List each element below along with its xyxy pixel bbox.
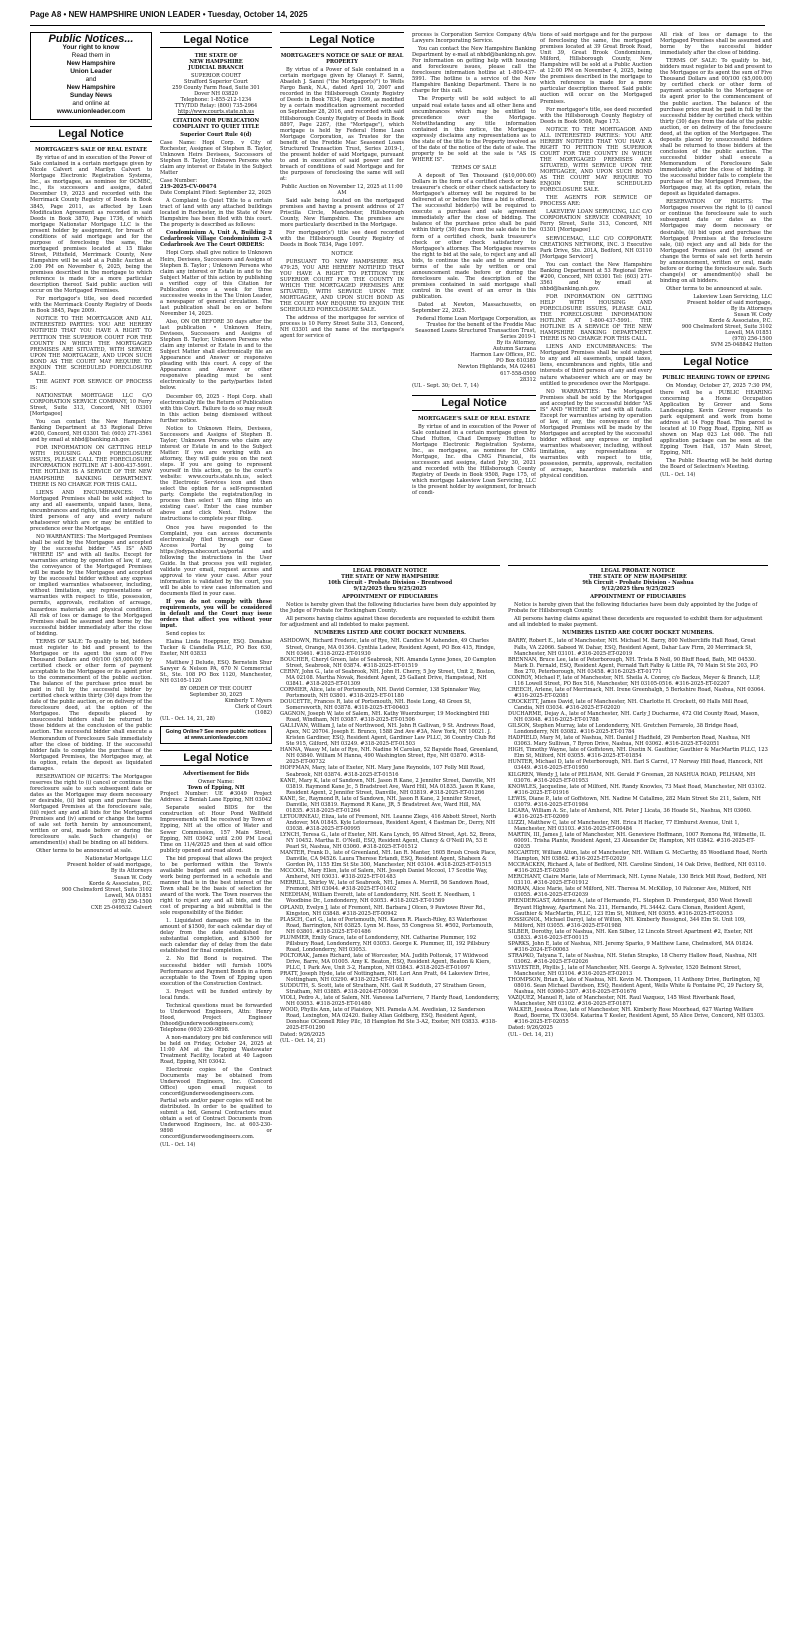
notice-paragraph: You can contact the New Hampshire Banking Department by e-mail at nhbd@banking.nh.gov. For information on getting help with housing and foreclosure issues, please call the foreclosure information hotline at 1-800-437-5991. The hotline is a service of the New Hampshire Banking Department. There is no charge for this call. bbox=[412, 46, 536, 95]
list-item: DOUCETTE, Frances R, late of Portsmouth, NH. Rosie Long, 48 Green St, Somersworth, NH 03878. #318-2025-ET-00403 bbox=[280, 698, 472, 711]
signature-block bbox=[412, 316, 536, 383]
court-line: Dover NH 03820 bbox=[194, 91, 238, 98]
court-order: BY ORDER OF THE COURT bbox=[180, 685, 252, 692]
court-line: TTY/TDD Relay: (800) 735-2964 bbox=[174, 103, 258, 110]
sig-line: Newton Highlands, MA 02461 bbox=[457, 364, 536, 371]
publication-dates: (UL - Oct. 14) bbox=[160, 1141, 196, 1148]
list-item: LEWIS, Diane P., late of Goffstown, NH. Nadine M Catallmo, 282 Main Street Ste 211, Salem, NH 03079. #316-2025-ET-01984 bbox=[508, 795, 761, 808]
list-item: CONROY, Michael F, late of Manchester, NH. Sheila A. Conroy, c/o Backus, Meyer & Branch, LLP, 116 Lowell Street, PO Box 516, Manchester, NH 03105-0516. #316-2025-ET-02207 bbox=[508, 674, 761, 687]
court-line: 259 County Farm Road, Suite 301 bbox=[172, 85, 260, 92]
sig-line: Present holder of said mortgage, bbox=[686, 300, 772, 307]
probate-intro: Notice is hereby given that the following fiduciaries have been duly appointed by the Judge of Probate for Rockingham County. bbox=[280, 602, 497, 615]
publication-dates: (UL - Oct. 14) bbox=[660, 472, 696, 479]
bids-paragraph: Separate sealed BIDS for the construction of: Hour Pond Wellfield Improvements will be received by Town of Epping, NH at the office of Water and Sewer Commission, 157 Main Street, Epping, NH 03042 until 2:00 PM Local Time on 11/4/2025 and then at said office publicly opened and read aloud. bbox=[160, 805, 272, 854]
notice-paragraph: TERMS OF SALE: To qualify to bid, bidders must register to bid and present to the Mortgagee or its agent the sum of Five Thousand Dollars and 00/100 ($5,000.00) by certified check or other form of payment acceptable to the Mortgagee or its agent prior to the commencement of the public auction. The balance of the purchase price must be paid in full by the successful bidder by certified check within thirty (30) days from the date of the public auction, or on delivery of the foreclosure deed, at the option of the Mortgagee. The deposits placed by unsuccessful bidders shall be returned to those bidders at the conclusion of the public auction. The successful bidder shall execute a Memorandum of Foreclosure Sale immediately after the close of bidding. If the successful bidder fails to complete the purchase of the Mortgaged Premises, the Mortgagee may, at its option, retain the deposit as liquidated damages. bbox=[30, 638, 152, 772]
docket-note: NUMBERS LISTED ARE COURT DOCKET NUMBERS. bbox=[314, 630, 466, 637]
bids-paragraph: Technical questions must be forwarded to Underwood Engineers, Attn: Henry Hood, Project Engineer (hhood@underwoodengineers.com); Telephone (603) 230-9898. bbox=[160, 1002, 272, 1033]
notice-paragraph: You can contact the New Hampshire Banking Department at 53 Regional Drive #200, Concord, NH 03301 Tel: (603) 271-3561 and by email at nhbd@banking.nh.gov. bbox=[30, 419, 152, 444]
probate-entries bbox=[280, 638, 500, 1031]
heading-line: LEGAL PROBATE NOTICE bbox=[600, 568, 676, 574]
legal-notice-heading: Legal Notice bbox=[280, 32, 404, 48]
notice-paragraph: RESERVATION OF RIGHTS: The Mortgagee reserves the right to (i) cancel or continue the foreclosure sale to such subsequent date or dates as the Mortgagee may deem necessary or desirable, (ii) bid upon and purchase the Mortgaged Premises at the foreclosure sale, (iii) reject any and all bids for the Mortgaged Premises and (iv) amend or change the terms of sale set forth herein by announcement, written or oral, made before or during the foreclosure sale. Such change(s) or amendment(s) shall be binding on all bidders. bbox=[660, 199, 772, 284]
notice-paragraph: The Property will be sold subject to all unpaid real estate taxes and all other liens and encumbrances which may be entitled to precedence over the Mortgage. Notwithstanding any title information contained in this notice, the Mortgagee expressly disclaims any representations as to the state of the title to the Property involved as of the date of the notice of the date of sale. The property to be sold at the sale is "AS IS WHERE IS". bbox=[412, 96, 536, 163]
bids-paragraph: Electronic copies of the Contract Documents may be obtained from Underwood Engineers, Inc. (Concord Office) upon email request to concord@underwoodengineers.com. Partial sets and/or paper copies will not be distributed. In order to be qualified to submit a bid, General Contractors must obtain a set of Contract Documents from Underwood Engineers, Inc. at 603-230-9898 or concord@underwoodengineers.com. bbox=[160, 1067, 272, 1140]
list-item: PRENDERGAST, Adrienne A., late of Hernando, FL. Stephen D. Prendergast, 850 West Howell Bryant Highway, Apartment No. 211, Hernando, FL 34442. Cara Clonan, Resident Agent, Gauthier & MacMartin, PLLC, 123 Elm St, Milford, NH 03055. #316-2025-ET-02053 bbox=[508, 898, 752, 917]
sig-line: Lakeview Loan Servicing, LLC bbox=[693, 293, 772, 300]
sig-line: By its Attorney, bbox=[496, 340, 536, 347]
sig-line: Present holder of said mortgage, bbox=[66, 862, 152, 869]
notice-paragraph: By virtue of a Power of Sale contained in a certain mortgage given by Olanayi F. Sanni, Abaeleh J. Sanni ("the Mortgagor(s)") to Wells Fargo Bank, N.A., dated April 10, 2007 and recorded in the Hillsborough County Registry of Deeds in Book 7834, Page 1099, as modified by a certain modification agreement recorded on September 28, 2016, and recorded with said Hillsborough County Registry of Deeds in Book 8897, Page 2267, (the "Mortgage"), which mortgage is held by Federal Home Loan Mortgage Corporation, as Trustee for the benefit of the Freddie Mac Seasoned Loans Structured Transaction Trust, Series 2019-1, the present holder of said Mortgage, pursuant to and in execution of said power and for breach of conditions of said Mortgage and for the purposes of foreclosing the same will sell at: bbox=[280, 67, 404, 182]
court-rule: Superior Court Rule 4(d) bbox=[180, 131, 252, 138]
list-item: SUDDUTH, S. Scott, late of Stratham, NH. Gail R Sudduth, 27 Stratham Green, Stratham, NH 03885. #318-2024-ET-00936 bbox=[280, 983, 487, 996]
notice-paragraph: FOR INFORMATION ON GETTING HELP WITH HOUSING AND FORECLOSURE ISSUES, PLEASE CALL THE FORECLOSURE INFORMATION HOTLINE AT 1-800-437-5991. THE HOTLINE IS A SERVICE OF THE NEW HAMPSHIRE BANKING DEPARTMENT. THERE IS NO CHARGE FOR THIS CALL. bbox=[30, 445, 152, 488]
list-item: WALKER, Jessica Rose, late of Manchester, NH. Kimberly Rose Moorhead, 627 Waring Welfare Road, Boerne, TX 03054. Katarina T Keeler, Resident Agent, 55 Alice Drive, Concord, NH 03303. #316-2025-ET-02055 bbox=[508, 1007, 765, 1026]
notice-line: and online at bbox=[72, 100, 110, 108]
notice-title: MORTGAGEE'S NOTICE OF SALE OF REAL PROPERTY bbox=[280, 53, 404, 66]
legal-notice-heading: Legal Notice bbox=[660, 354, 772, 370]
list-item: KNOWLES, Jacqueline, late of Milford, NH. Randy Knowles, 73 Mast Road, Manchester, NH 03102. #316-2025-ET-01916 bbox=[508, 783, 766, 796]
notice-subhead: NOTICE bbox=[331, 250, 353, 257]
sig-line: Harmon Law Offices, P.C. bbox=[470, 352, 536, 359]
going-online-box[interactable]: Going Online? See more public notices at www.unionleader.com bbox=[160, 726, 272, 744]
heading-line: THE STATE OF NEW HAMPSHIRE bbox=[341, 574, 439, 581]
list-item: GILSON, Stephen Murray, late of Londonderry, NH. Gretchen Ferrarolo, 38 Bridge Road, Londonderry, NH 03082. #316-2025-ET-01784 bbox=[508, 723, 739, 736]
sig-line: SVM 25-048842 Hutton bbox=[710, 342, 772, 349]
notice-paragraph: December 05, 2025 - Hopi Corp. shall electronically file the Return of Publication with this Court. Failure to do so may result in this action being dismissed without further notice. bbox=[160, 393, 272, 424]
legal-notice-heading: Legal Notice bbox=[412, 395, 536, 411]
heading-line: 9th Circuit - Probate Division - Nashua bbox=[582, 580, 694, 587]
notice-paragraph: Other terms to be announced at sale. bbox=[36, 848, 133, 855]
list-item: ROSSIGNOL, Michael Darryl, late of Wilton, NH. Kimberly Rossignol, 344 Elm St. Unit 109, Milford, NH 03055. #316-2025-ET-01988 bbox=[508, 916, 746, 929]
notice-line: Sunday News bbox=[69, 92, 113, 100]
column-2 bbox=[160, 32, 272, 1437]
sig-line: Susan W. Cody bbox=[733, 312, 772, 319]
bids-paragraph: Project Number: UE #3049 Project Address: 2 Beniah Lane Epping, NH 03042 bbox=[160, 791, 272, 804]
court-address bbox=[160, 73, 272, 115]
list-item: SPARKS, John E, late of Nashua, NH. Jeremy Sparks, 9 Matthew Lane, Chelmsford, MA 01824. #316-2024-ET-00063 bbox=[508, 940, 754, 953]
column-4 bbox=[412, 32, 536, 547]
list-item: NEEDHAM, William Everett, late of Londonderry, NH. Scott E. Needham, 1 Woodbine Dr., Londonderry, NH 03053. #318-2025-ET-01569 bbox=[280, 892, 476, 905]
heading-line: 10th Circuit - Probate Division - Brentwood bbox=[327, 580, 453, 587]
signature-block bbox=[660, 294, 772, 348]
probate-notice-nashua bbox=[508, 562, 768, 1432]
notice-paragraph: By virtue of and in execution of the Power of Sale contained in a certain mortgage given by Chad Hutton, Chad Dempsey Hutton to Mortgage Electronic Registration Systems, Inc., as mortgagee, as nominee for CMG Mortgage, Inc. dba CMG Financial, its successors and assigns, dated July 30, 2021 and recorded with the Hillsborough County Registry of Deeds in Book 9508, Page 175, of which mortgage Lakeview Loan Servicing, LLC is the present holder by assignment, for breach of condi- bbox=[412, 423, 536, 497]
probate-entries bbox=[508, 638, 768, 1025]
list-item: BARRY, Robert E., late of Manchester, NH. Michael M. Barry, 800 Nethercliffe Hall Road, Great Falls, VA 22066. Sabeed W. Dahar, ESQ, Resident Agent, Dahar Law Firm, 20 Merrimack St, Manchester, NH 03101. #316-2025-ET-02019 bbox=[508, 638, 756, 657]
sig-line: Autumn Sarzana bbox=[492, 346, 536, 353]
notice-paragraph: RESERVATION OF RIGHTS: The Mortgagee reserves the right to (i) cancel or continue the foreclosure sale to such subsequent date or dates as the Mortgagee may deem necessary or desirable, (ii) bid upon and purchase the Mortgaged Premises at the foreclosure sale, (iii) reject any and all bids for the Mortgaged Premises and (iv) amend or change the terms of sale set forth herein by announcement, written or oral, made before or during the foreclosure sale. Such change(s) or amendment(s) shall be binding on all bidders. bbox=[30, 773, 152, 847]
bids-paragraph: The bid proposal that allows the project to be performed within the Town's available budget and will result in the work being performed in a schedule and manner that is in the best interest of the Town shall be the basis of selection for award of the work. The Town reserves the right to reject any and all bids, and the cost of preparing a bid submittal is the sole responsibility of the Bidder. bbox=[160, 855, 272, 917]
notice-paragraph: Other terms to be announced at sale. bbox=[666, 285, 763, 292]
list-item: HUNTER, Michael D, late of Peterborough, NH. Earl S Carrel, 17 Norway Hill Road, Hancock, NH 03449. #316-2025-ET-01950 bbox=[508, 759, 763, 772]
publication-dates: (UL - Sept. 30; Oct. 7, 14) bbox=[412, 382, 479, 389]
heading-line: 9/12/2025 thru 9/25/2025 bbox=[353, 586, 427, 593]
notice-paragraph: Also, ON OR BEFORE 30 days after the last publication • Unknown Heirs, Devisees, Successors and Assigns of Stephen B. Taylor; Unknown Persons who claim any interest or Estate in and to the Subject Matter shall electronically file an Appearance and Answer or responsive pleading with this court. A copy of the Appearance and Answer or other responsive pleading must be sent electronically to the party/parties listed below. bbox=[160, 318, 272, 392]
website-link[interactable]: www.unionleader.com bbox=[56, 108, 126, 116]
public-notices-box bbox=[30, 32, 152, 120]
notice-paragraph: All risk of loss or damage to the Mortgaged Premises shall be assumed and borne by the successful bidder immediately after the close of bidding. bbox=[660, 32, 772, 57]
notice-paragraph: LAKEVIEW LOAN SERVICING, LLC C/O CORPORATION SERVICE COMPANY, 10 Ferry Street, Suite 313, Concord, NH 03301 [Mortgagee] bbox=[540, 209, 652, 234]
notice-line: and bbox=[85, 76, 97, 84]
list-item: SILBER, Dorothy, late of Nashua, NH. Ken Silber, 12 Lincoln Street Apartment #2, Exeter, NH 03833. #316-2023-ET-00115 bbox=[508, 928, 753, 941]
notice-paragraph: The Public Hearing will be held during the Board of Selectmen's Meeting. bbox=[660, 458, 772, 471]
notice-paragraph: SERVICEMAC, LLC C/O CORPORATE CREATIONS NETWORK, INC. 3 Executive Park Drive, Ste. 201A, Bedford, NH 03110 [Mortgage Servicer] bbox=[540, 235, 652, 260]
page-header: Page A8 • NEW HAMPSHIRE UNION LEADER • Tuesday, October 14, 2025 bbox=[30, 10, 308, 19]
list-item: CROCKETT, James David, late of Manchester, NH. Charlotte H. Crockett, 60 Halls Mill Road, Candia, NH 03034. #316-2025-ET-02020 bbox=[508, 698, 749, 711]
signature-block bbox=[30, 856, 152, 910]
public-notices-title: Public Notices... bbox=[48, 33, 134, 45]
sig-line: 617-558-0500 bbox=[500, 370, 536, 377]
list-item: KANE, Mary K, late of Sandown, NH. Jason R Kane, 2 Jennifer Street, Danville, NH 03819. Raymond Kane Jr., 5 Bradstreet Ave, Ward Hill, MA 01835. Jason R Kane, Resident Agent, 2 Jennifer Street, Danville, NH 03819. #318-2025-ET-01266 bbox=[280, 777, 496, 796]
heading-line: 9/12/2025 thru 9/25/2025 bbox=[601, 586, 675, 593]
list-item: CREECH, Arlene, late of Merrimack, NH. Irene Greenhalgh, 5 Berkshire Road, Nashua, NH 03064. #316-2025-ET-02081 bbox=[508, 686, 766, 699]
sig-line: By its Attorneys bbox=[110, 868, 152, 875]
probate-heading bbox=[280, 565, 500, 592]
heading-line: THE STATE OF NEW HAMPSHIRE bbox=[589, 574, 687, 581]
notice-paragraph: TERMS OF SALE: To qualify to bid, bidders must register to bid and present to the Mortgagee or its agent the sum of Five Thousand Dollars and 00/100 ($5,000.00) by certified check or other form of payment acceptable to the Mortgagee or its agent prior to the commencement of the public auction. The balance of the purchase price must be paid in full by the successful bidder by certified check within thirty (30) days from the date of the public auction, or on delivery of the foreclosure deed, at the option of the Mortgagee. The deposits placed by unsuccessful bidders shall be returned to those bidders at the conclusion of the public auction. The successful bidder shall execute a Memorandum of Foreclosure Sale immediately after the close of bidding. If the successful bidder fails to complete the purchase of the Mortgaged Premises, the Mortgagee may, at its option, retain the deposit as liquidated damages. bbox=[660, 58, 772, 198]
probate-notice-brentwood bbox=[280, 562, 500, 1432]
list-item: PLUMMER, Emily Grace, late of Londonderry, NH. Catharine Plummer, 192 Pillsbury Road, Londonderry, NH 03053. George K. Plummer, III, 192 Pillsbury Road, Londonderry, NH 03053. bbox=[280, 934, 490, 953]
list-item: LUZZI, Matthew C, late of Manchester, NH. Erica H Hacker, 77 Elmhurst Avenue, Unit 1, Manchester, NH 03103. #316-2025-ET-00484 bbox=[508, 819, 740, 832]
list-item: MARTIN, III, James J, late of Manchester, NH. Genevieve Hoffmann, 1007 Romona Rd, Wilmette, IL 60091. Trisha Plante, Resident Agent, 23 Alexander Dr, Hampton, NH 03842. #316-2025-ET-02035 bbox=[508, 831, 766, 851]
sig-line: 900 Chelmsford Street, Suite 3102 bbox=[61, 886, 152, 893]
list-item: CERNY, John G., late of Seabrook, NH. John H. Cherry, 5 Joy Street, Unit 2, Boston, MA 02108. Martha Novak, Resident Agent, 25 Gallant Drive, Hampstead, NH 03841. #318-2025-ET-01309 bbox=[280, 668, 496, 687]
probate-intro: Notice is hereby given that the following fiduciaries have been duly appointed by the Judge of Probate for Hillsborough County. bbox=[508, 602, 758, 615]
bids-paragraph: 2. No Bid Bond is required. The successful bidder will furnish 100% Performance and Payment Bonds in a form acceptable to the Town of Epping upon execution of the Construction Contract. bbox=[160, 956, 272, 987]
column-3 bbox=[280, 32, 404, 547]
list-item: MCCRACKEN, Richard A, late of Bedford, NH. Caroline Sindoni, 14 Oak Drive, Bedford, NH 03110. #316-2025-ET-02050 bbox=[508, 862, 767, 875]
docket-note: NUMBERS LISTED ARE COURT DOCKET NUMBERS. bbox=[562, 630, 714, 637]
probate-heading bbox=[508, 565, 768, 592]
sig-line: 900 Chelmsford Street, Suite 3102 bbox=[681, 324, 772, 331]
notice-paragraph: Said sale being located on the mortgaged premises and having a present address of 27 Priscilla Circle, Manchester, Hillsborough County, New Hampshire. The premises are more particularly described in the Mortgage. bbox=[280, 198, 404, 229]
title-line: NEW HAMPSHIRE bbox=[189, 59, 243, 66]
notice-paragraph: The address of the mortgagee for service of process is 10 Ferry Street Suite 313, Concord, NH 03301 and the name of the mortgagee's agent for service of bbox=[280, 314, 404, 340]
sig-line: By its Attorneys bbox=[730, 306, 772, 313]
notice-paragraph: NOTICE TO THE MORTGAGOR AND ALL INTERESTED PARTIES: YOU ARE HEREBY NOTIFIED THAT YOU HAVE A RIGHT TO PETITION THE SUPERIOR COURT FOR THE COUNTY IN WHICH THE MORTGAGED PREMISES ARE SITUATED, WITH SERVICE UPON THE MORTGAGEE, AND UPON SUCH BOND AS THE COURT MAY REQUIRE TO ENJOIN THE SCHEDULED FORECLOSURE SALE. bbox=[540, 126, 652, 194]
notice-paragraph: NO WARRANTIES: The Mortgaged Premises shall be sold by the Mortgagee and accepted by the successful bidder "AS IS" AND "WHERE IS" and with all faults. Except for warranties arising by operation of law, if any, the conveyance of the Mortgaged Premises will be made by the Mortgagee and accepted by the successful bidder without any express or implied warranties whatsoever, including, without limitation, any representations or warranties with respect to title, possession, permits, approvals, recitation of acreage, hazardous materials and physical condition. All risk of loss or damage to the Mortgaged Premises shall be assumed and borne by the successful bidder immediately after the close of bidding. bbox=[30, 533, 152, 637]
case-name: Case Name: Hopi Corp. v City of Rochester, Assignee of Stephen B. Taylor, Unknown Heirs Devisees, Successors of Stephen B. Taylor, Unknown Persons who claim any interest or Estate in the Subject Matter bbox=[160, 139, 272, 176]
list-item: VIOLI, Pedro A., late of Salem, NH. Vanessa LaFerriere, 7 Hardy Road, Londonderry, NH 03053. #318-2025-ET-01480 bbox=[280, 995, 500, 1008]
sig-line: Federal Home Loan Mortgage Corporation, as Trustee for the benefit of the Freddie Mac Seasoned Loans Structured Transaction Trust, Series 2019-1 bbox=[415, 316, 536, 341]
notice-paragraph: LIENS AND ENCUMBRANCES: The Mortgaged Premises shall be sold subject to any and all easements, unpaid taxes, liens, encumbrances and rights, title and interests of third persons of any and every nature whatsoever which are or may be entitled to precedence over the Mortgage. bbox=[540, 344, 652, 387]
legal-notice-heading: Legal Notice bbox=[30, 126, 152, 142]
notice-paragraph: A deposit of Ten Thousand ($10,000.00) Dollars in the form of a certified check or bank treasurer's check or other check satisfactory to Mortgagee's attorney will be required to be delivered at or before the time a bid is offered. The successful bidder(s) will be required to execute a purchase and sale agreement immediately after the close of bidding. The balance of the purchase price shall be paid within thirty (30) days from the sale date in the form of a certified check, bank treasurer's check or other check satisfactory to Mortgagee's attorney. The Mortgagee reserves the right to bid at the sale, to reject any and all bids, to continue the sale and to amend the terms of the sale by written or oral announcement made before or during the foreclosure sale. The description of the premises contained in said mortgage shall control in the event of an error in this publication. bbox=[412, 173, 536, 300]
sig-line: 28312 bbox=[519, 376, 536, 383]
notice-title: MORTGAGEE'S SALE OF REAL ESTATE bbox=[35, 147, 147, 154]
notice-line: New Hampshire bbox=[66, 84, 116, 92]
publication-dates: (UL - Oct. 14, 21, 28) bbox=[160, 715, 215, 722]
notice-paragraph: You can contact the New Hampshire Banking Department at 53 Regional Drive #200, Concord, NH 03301 Tel: (603) 271-3561 and by email at nhbd@banking.nh.gov. bbox=[540, 261, 652, 292]
list-item: GAGNON, Joseph W, late of Salem, NH. Kathy Wuerzburger, 19 Mockingbird Hill Road, Windham, NH 03087. #318-2025-ET-01506 bbox=[280, 711, 490, 724]
bids-owner: Town of Epping, NH bbox=[187, 785, 245, 792]
heading-line: LEGAL PROBATE NOTICE bbox=[352, 568, 428, 574]
notice-paragraph: LIENS AND ENCUMBRANCES: The Mortgaged Premises shall be sold subject to any and all easements, unpaid taxes, liens, encumbrances and rights, title and interests of third persons of any and every nature whatsoever which are or may be entitled to precedence over the Mortgage. bbox=[30, 489, 152, 532]
list-item: ASHDOWN, Richard Frederic, late of Rye, NH. Candice M Ashenden, 49 Charles Street, Orange, MA 01364. Cynthia Ladew, Resident Agent, PO Box 415, Rindge, NH 03461. #318-2022-ET-01930 bbox=[280, 638, 496, 657]
clerk-line: Kimberly T. Myers bbox=[224, 697, 272, 704]
notice-line: Union Leader bbox=[70, 68, 112, 76]
notice-paragraph: Hopi Corp. shall give notice to Unknown Heirs, Devisees, Successors and Assigns of Stephen B. Taylor ; Unknown Persons who claim any interest or Estate in and to the Subject Matter of this action by publishing a verified copy of this Citation for Publication once a week for three successive weeks in the The Union Leader, a newspaper of general circulation. The last publication shall be on or before November 14, 2025. bbox=[160, 250, 272, 317]
court-line: Telephone: 1-855-212-1234 bbox=[180, 97, 252, 104]
court-title bbox=[160, 53, 272, 71]
list-item: STRAPKO, Tatyana T., late of Nashua, NH. Stefan Strapko, 18 Cherry Hallow Road, Nashua, NH 03062. #316-2025-ET-02026 bbox=[508, 952, 757, 965]
sig-line: Korde & Associates, P.C. bbox=[89, 880, 152, 887]
court-line: SUPERIOR COURT bbox=[191, 73, 241, 80]
notice-paragraph: Notice to Unknown Heirs, Devisees, Successors and Assigns of Stephen B. Taylor; Unknown Persons who claim any interest or Estate in and to the Subject Matter: If you are working with an attorney, they will guide you on the next steps. If you are going to represent yourself in this action, go to the court's website: www.courts.state.nh.us, select the Electronic Services icon and then select the option for a self-represented party. Complete the registration/log in process then select 'I am filing into an existing case'. Enter the case number above and click Next. Follow the instructions to complete your filing. bbox=[160, 425, 272, 523]
notice-paragraph: Once you have responded to the Complaint, you can access documents electronically filed through our Case Access Portal by going to https://odypa.nhecourt.us/portal and following the instructions in the User Guide. In that process you will register, validate your email, request access and approval to view your case. After your information is validated by the court, you will be able to view case information and documents filed in your case. bbox=[160, 524, 272, 598]
notice-paragraph: PURSUANT TO NEW HAMPSHIRE RSA 479:25, YOU ARE HEREBY NOTIFIED THAT YOU HAVE A RIGHT TO PETITION THE SUPERIOR COURT FOR THE COUNTY IN WHICH THE MORTGAGED PREMISES ARE SITUATED, WITH SERVICE UPON THE MORTGAGEE, AND UPON SUCH BOND AS THE COURT MAY REQUIRE TO ENJOIN THE SCHEDULED FORECLOSURE SALE. bbox=[280, 258, 404, 313]
probate-intro: All persons having claims against these decedents are requested to exhibit them for adjustment and all indebted to make payment. bbox=[508, 616, 763, 629]
title-line: JUDICIAL BRANCH bbox=[188, 65, 244, 72]
list-item: MORAN, Alice Marie, late of Milford, NH. Theresa M. McKillop, 10 Falconer Ave, Milford, NH 03055. #316-2025-ET-02039 bbox=[508, 886, 751, 899]
notice-line: Your right to know bbox=[62, 44, 120, 52]
citation-title: CITATION FOR PUBLICATION COMPLAINT TO QUIET TITLE bbox=[172, 117, 260, 130]
notice-paragraph: Condominium A, Unit A, Building 2 Cedarbrook Village Condominium 2-A Cedarbrook Ave The Court ORDERS: bbox=[160, 230, 272, 249]
sig-line: Susan W. Cody bbox=[113, 874, 152, 881]
probate-dated: Dated: 9/26/2025 bbox=[280, 1031, 325, 1038]
list-item: MERCHANT, Claire Marie, late of Merrimack, NH. Lynne Natale, 130 Brick Mill Road, Bedford, NH 03110. #316-2025-ET-01912 bbox=[508, 874, 767, 887]
clerk-block bbox=[160, 698, 272, 716]
list-item: SYLVESTER, Phyllis J., late of Manchester, NH. George A. Sylvester, 1520 Belmont Street, Manchester, NH 03104. #316-2025-ET-02013 bbox=[508, 965, 741, 978]
sig-line: Lowell, MA 01851 bbox=[724, 330, 772, 337]
list-item: MANTER, Frank D., late of Greenland, NH. Ian R. Manter, 1605 Brush Creek Place, Danville, CA 94526. Laura Therese Ertandi, ESQ, Resident Agent, Shaheen & Gordon PA, 1155 Elm St Ste 300, Manchester, NH 03104. #318-2025-ET-01515 bbox=[280, 850, 497, 869]
legal-notice-heading: Legal Notice bbox=[160, 750, 272, 766]
notice-paragraph: NATIONSTAR MORTGAGE LLC C/O CORPORATION SERVICE COMPANY, 10 Ferry Street, Suite 313, Concord, NH 03301 [Mortgagee] bbox=[30, 392, 152, 418]
court-line: Strafford Superior Court bbox=[184, 79, 248, 86]
notice-paragraph: tions of said mortgage and for the purpose of foreclosing the same, the mortgaged premises located at 39 Great Brook Road, Unit 39, Great Brook Condominium, Milford, Hillsborough County, New Hampshire will be sold at a Public Auction at 12:00 PM on November 4, 2025, being the premises described in the mortgage to which reference is made for a more particular description thereof. Said public auction will occur on the Mortgaged Premises. bbox=[540, 32, 652, 105]
notice-paragraph: A Complaint to Quiet Title to a certain tract of land with any attached buildings located in Rochester, in the State of New Hampshire has been filed with this court. The property is described as follows: bbox=[160, 198, 272, 229]
header-rule bbox=[30, 25, 765, 26]
column-1 bbox=[30, 32, 152, 1437]
hearing-title: PUBLIC HEARING TOWN OF EPPING bbox=[662, 375, 770, 382]
probate-subheading: APPOINTMENT OF FIDUCIARIES bbox=[590, 594, 686, 601]
sig-line: Nationstar Mortgage LLC bbox=[85, 856, 152, 863]
notice-paragraph: Dated at Newton, Massachusetts, on September 22, 2025. bbox=[412, 302, 536, 315]
list-item: LETOURNEAU, Eliza, late of Fremont, NH. Leanne Zlegs, 416 Abbott Street, North Andover, MA 01845. Kyle Letourneau, Resident Agent, 4 Eastman Dr., Derry, NH 03038. #318-2025-ET-00995 bbox=[280, 813, 496, 832]
sig-line: PO Box 610389 bbox=[496, 358, 536, 365]
list-item: KANE, Sr., Raymond R, late of Sandown, NH. Jason R Kane, 2 Jennifer Street, Danville, NH 03819. Raymond R Kane, JR, 5 Bradstreet Ave, Ward Hill, MA 01835. #318-2025-ET-01264 bbox=[280, 795, 482, 814]
column-6 bbox=[660, 32, 772, 547]
title-line: THE STATE OF bbox=[194, 53, 238, 60]
notice-paragraph: NO WARRANTIES: The Mortgaged Premises shall be sold by the Mortgagee and accepted by the successful bidder "AS IS" AND "WHERE IS" and with all faults. Except for warranties arising by operation of law, if any, the conveyance of the Mortgaged Premises will be made by the Mortgagee and accepted by the successful bidder without any express or implied warranties whatsoever, including, without limitation, any representations or warranties with respect to title, possession, permits, approvals, recitation of acreage, hazardous materials and physical condition. bbox=[540, 388, 652, 480]
list-item: KILGREN, Wendy J, late of PELHAM, NH. Gerald F Greenan, 28 NASHUA ROAD, PELHAM, NH 03076. #316-2025-ET-01953 bbox=[508, 771, 756, 784]
notice-paragraph: On Monday, October 27, 2025 7:30 PM, there will be a PUBLIC HEARING concerning a Home Occupation Application by Grover and Sons Landscaping. Kevin Grover requests to park equipment and work from home address at 14 Fogg Road. This parcel is located at 10 Fogg Road, Epping, NH as shown on Map 023 Lot 060. The full application package can be seen at the Epping Town Hall, 157 Main Street, Epping, NH. bbox=[660, 383, 772, 456]
notice-paragraph: THE AGENT FOR SERVICE OF PROCESS IS: bbox=[30, 378, 152, 391]
list-item: BRENNAN, Bruce Lee, late of Peterborough, NH. Trista B Noll, 90 Bluff Road, Bath, ME 04530. Mark D. Fernald, ESQ, Resident Agent, Fernald Taft Falby & Little PA, 70 Main St Ste 203, PO Box 270, Peterborough, NH 03458. #316-2025-ET-01771 bbox=[508, 656, 758, 675]
list-item: HADFIELD, Mary M, late of Nashua, NH. Daniel J Hadfield, 29 Pemberton Road, Nashua, NH 03063. Mary Sullivan, 7 Byron Drive, Nashua, NH 03062. #316-2025-ET-02051 bbox=[508, 735, 751, 748]
notice-paragraph: For mortgagor's title, see deed recorded with the Hillsborough County Registry of Deeds in Book 9508, Page 173. bbox=[540, 106, 652, 125]
list-item: GALLIVAN, William J, late of Northwood, NH. John R Gallivan, 9 St. Andrews Road, Apex, NC 20704. Joseph E. Brunco, 1588 2nd Ave #3A, New York, NY 10021. J. Kristen Gardiner, ESQ, Resident Agent, Gardiner Law PLLC, 36 Country Club Rd Ste 915, Gilford, NH 03249. #318-2025-ET-01503 bbox=[280, 723, 496, 748]
notice-paragraph: If you do not comply with these requirements, you will be considered in default and the Court may issue orders that affect you without your input. bbox=[160, 599, 272, 630]
notice-paragraph: THE AGENTS FOR SERVICE OF PROCESS ARE: bbox=[540, 195, 652, 208]
notice-paragraph: By virtue of and in execution of the Power of Sale contained in a certain mortgage given by Nicole Calvert and Marilyn Calvert to Mortgage Electronic Registration Systems, Inc., as mortgagee, as nominee for OCMBC, Inc., its successors and assigns, dated December 19, 2023 and recorded with the Merrimack County Registry of Deeds in Book 3845, Page 2011, as affected by Loan Modification Agreement as recorded in said Deeds in Book 3870, Page 1736, of which mortgage Nationstar Mortgage LLC is the present holder by assignment, for breach of conditions of said mortgage and for the purpose of foreclosing the same, the mortgaged premises located at 15 Blake Street, Pittsfield, Merrimack County, New Hampshire will be sold at a Public Auction at 2:00 PM on November 6, 2025, being the premises described in the mortgage to which reference is made for a more particular description thereof. Said public auction will occur on the Mortgaged Premises. bbox=[30, 155, 152, 295]
list-item: MCCOOL, Mary Ellen, late of Salem, NH. Joseph Daniel Mccool, 17 Scottie Way, Amherst, NH 03031. #318-2025-ET-01483 bbox=[280, 868, 488, 881]
bids-paragraph: A non-mandatory pre bid conference will be held on Friday, October 24, 2025 at 11:00 AM at the Epping Wastewater Treatment Facility, located at 40 Lagoon Road, Epping, NH 03042. bbox=[160, 1035, 272, 1066]
notice-paragraph: process is Corporation Service Company d/b/a Lawyers Incorporating Service. bbox=[412, 32, 536, 45]
list-item: WOOD, Phyllis Ann, late of Plaistow, NH. Pamela A.M. Avedisian, 12 Sanderson Road, Lexington, MA 02420. Bailey Allan Goldberg, ESQ, Resident Agent, Donohue OConnell Riley Pllc, 18 Hampton Rd Ste 3-A2, Exeter, NH 03833. #318-2025-ET-01290 bbox=[280, 1007, 497, 1032]
list-item: PLASCH, Carl G., late of Portsmouth, NH. Karen R. Plasch-Riley, 83 Waterhouse Road, Barrington, NH 03825. Lynn M. Ross, 55 Congress St. #502, Portsmouth, NH 03801. #318-2025-ET-01486 bbox=[280, 916, 494, 935]
list-item: POLTORAK, James Richard, late of Worcester, MA. Judith Poltorak, 17 Wildwood Drive, Barre, MA 01005. Amy K. Beaton, ESQ, Resident Agent, Beaton & Kiers, PLLC, 1 Park Ave, Unit 3-2, Hampton, NH 03843. #318-2025-ET-01097 bbox=[280, 952, 491, 971]
publication-dates: (UL - Oct. 14, 21) bbox=[280, 1037, 326, 1044]
probate-intro: All persons having claims against these decedents are requested to exhibit them for adjustment and all indebted to make payment. bbox=[280, 616, 495, 629]
case-number-label: Case Number: bbox=[160, 177, 198, 184]
notice-paragraph: FOR INFORMATION ON GETTING HELP WITH HOUSING AND FORECLOSURE ISSUES, PLEASE CALL THE FORECLOSURE INFORMATION HOTLINE AT 1-800-437-5991. THE HOTLINE IS A SERVICE OF THE NEW HAMPSHIRE BANKING DEPARTMENT. THERE IS NO CHARGE FOR THIS CALL. bbox=[540, 293, 652, 343]
list-item: BOUCHER, Cheryl Green, late of Seabrook, NH. Amanda Lynne Jones, 20 Campton Street, Seabrook, NH 03874. #318-2025-ET-01519 bbox=[280, 656, 496, 669]
list-item: DUCHARME, Dejay A., late of Manchester, NH. Carly J Ducharme, 472 Old County Road, Mason, NH 03048. #316-2025-ET-01788 bbox=[508, 711, 760, 724]
notice-title: MORTGAGEE'S SALE OF REAL ESTATE bbox=[418, 415, 530, 422]
list-item: LICARA, William A. Sr., late of Amherst, NH. Peter J Licata, 36 Hoade St., Nashua, NH 03060. #316-2025-ET-02069 bbox=[508, 807, 752, 820]
sig-line: (978) 256-1500 bbox=[112, 898, 152, 905]
bids-paragraph: 1. Liquidated damages will be in the amount of $1500, for each calendar day of delay from the date established for substantial completion, and $1500 for each calendar day of delay from the date established for final completion. bbox=[160, 918, 272, 955]
list-item: THOMPSON, Brian K, late of Nashua, NH. Kevin M. Thompson, 11 Anthony Drive, Burlington, NJ 08016. Sean Michael Davidson, ESQ, Resident Agent, Wells White & Fontaine PC, 29 Factory St, Nashua, NH 03060-3307. #316-2025-ET-01676 bbox=[508, 977, 764, 996]
notice-paragraph: For mortgagor(s') title see deed recorded with the Hillsborough County Registry of Deeds in Book 7834, Page 1097. bbox=[280, 230, 404, 249]
case-number: 219-2025-CV-00474 bbox=[160, 183, 217, 190]
column-5 bbox=[540, 32, 652, 547]
auction-date: Public Auction on November 12, 2025 at 11:00 AM bbox=[281, 184, 403, 197]
notice-line: New Hampshire bbox=[66, 60, 116, 68]
bids-title: Advertisement for Bids bbox=[183, 771, 249, 778]
list-item: HANNA, Wassy M, late of Rye, NH. Nadine M Carolan, 52 Bayside Road, Greenland, NH 03840. William M Hanna, 490 Washington Street, Rye, NH 03870. #318-2025-ET-00732 bbox=[280, 747, 499, 766]
clerk-line: Clerk of Court bbox=[235, 703, 272, 710]
court-website-link[interactable]: http://www.courts.state.nh.us bbox=[177, 109, 255, 116]
date-filed: Date Complaint Filed: September 22, 2025 bbox=[160, 190, 272, 197]
list-item: HOFFMAN, Mary, late of Exeter, NH. Mary Jane Reynolds, 107 Folly Mill Road, Seabrook, NH 03874. #318-2025-ET-01516 bbox=[280, 765, 485, 778]
bids-paragraph: 3. Project will be funded entirely by local funds. bbox=[160, 988, 272, 1001]
sig-line: Lowell, MA 01851 bbox=[104, 892, 152, 899]
probate-subheading: APPOINTMENT OF FIDUCIARIES bbox=[342, 594, 438, 601]
legal-notice-heading: Legal Notice bbox=[160, 32, 272, 48]
list-item: VAZQUEZ, Manuel R, late of Manchester, NH. Raul Vazquez, 145 West Riverbank Road, Manchester, NH 03102. #316-2025-ET-01871 bbox=[508, 995, 736, 1008]
list-item: LYNCH, Teresa G., late of Exeter, NH. Kara Lynch, 95 Alfred Street, Apt. 52, Bronx, NY 10452. Martha E. O'Neill, ESQ, Resident Agent, Clancy & O'Neill PA, 53 E Pearl St, Nashua, NH 03060. #318-2025-ET-01512 bbox=[280, 831, 497, 851]
order-date: September 30, 2025 bbox=[189, 691, 243, 698]
publication-dates: (UL - Oct. 14, 21) bbox=[508, 1031, 554, 1038]
notice-paragraph: Send copies to: bbox=[166, 631, 206, 638]
notice-line: Read them in bbox=[71, 52, 111, 60]
clerk-line: (1082) bbox=[255, 709, 272, 716]
notice-paragraph: For mortgagor's title, see deed recorded with the Merrimack County Registry of Deeds in Book 3845, Page 2009. bbox=[30, 296, 152, 315]
list-item: OPLAND, Evelyn J, late of Fremont, NH. Barbara J Olcen, 9 Pawtowe River Rd., Kingston, NH 03848. #318-2025-ET-00942 bbox=[280, 904, 486, 917]
notice-subhead: TERMS OF SALE bbox=[451, 164, 497, 171]
notice-paragraph: NOTICE TO THE MORTGAGOR AND ALL INTERESTED PARTIES: YOU ARE HEREBY NOTIFIED THAT YOU HAVE A RIGHT TO PETITION THE SUPERIOR COURT FOR THE COUNTY IN WHICH THE MORTGAGED PREMISES ARE SITUATED, WITH SERVICE UPON THE MORTGAGEE, AND UPON SUCH BOND AS THE COURT MAY REQUIRE TO ENJOIN THE SCHEDULED FORECLOSURE SALE. bbox=[30, 316, 152, 377]
list-item: PRATT, Joseph Hyde, late of Nottingham, NH. Lori Ann Pratt, 64 Lakeview Drive, Nottingham, NH 03290. #318-2025-ET-01461 bbox=[280, 971, 491, 984]
bids-owner-label: Owner Name: bbox=[198, 779, 234, 786]
sig-line: (978) 256-1500 bbox=[732, 336, 772, 343]
probate-dated: Dated: 9/26/2025 bbox=[508, 1025, 553, 1032]
list-item: CORMIER, Alice, late of Portsmouth, NH. David Cormier, 138 Spinnaker Way, Portsmouth, NH 03801. #318-2025-ET-01180 bbox=[280, 686, 481, 699]
notice-paragraph: Elaina Linda Hoeppner, ESQ. Donahue Tucker & Ciandella PLLC, PO Box 630, Exeter, NH 03833 bbox=[160, 639, 272, 658]
sig-line: Korde & Associates, P.C. bbox=[709, 318, 772, 325]
notice-paragraph: Matthew J Delude, ESQ. Bernstein Shur Sawyer & Nelson PA, 670 N Commercial St., Ste. 108 PO Box 1120, Manchester, NH 03105-1120 bbox=[160, 659, 272, 684]
list-item: MCCARTHY, William Alton, late of Manchester, NH. William G. McCarthy, 85 Woodland Road, North Hampton, NH 03862. #316-2025-ET-02029 bbox=[508, 850, 768, 863]
sig-line: CXE 25-049532 Calvert bbox=[90, 904, 152, 911]
list-item: HIGH, Timothy Wayne, late of Goffstown, NH. Dustin N. Gauthier, Gauthier & MacMartin PLLC, 123 Elm St, Milford, NH 03055. #316-2025-ET-01854 bbox=[508, 747, 768, 760]
list-item: MERRILL, Shirley W., late of Seabrook, NH. James A. Merrill, 56 Sandown Road, Fremont, NH 03044. #318-2025-ET-01402 bbox=[280, 880, 490, 893]
